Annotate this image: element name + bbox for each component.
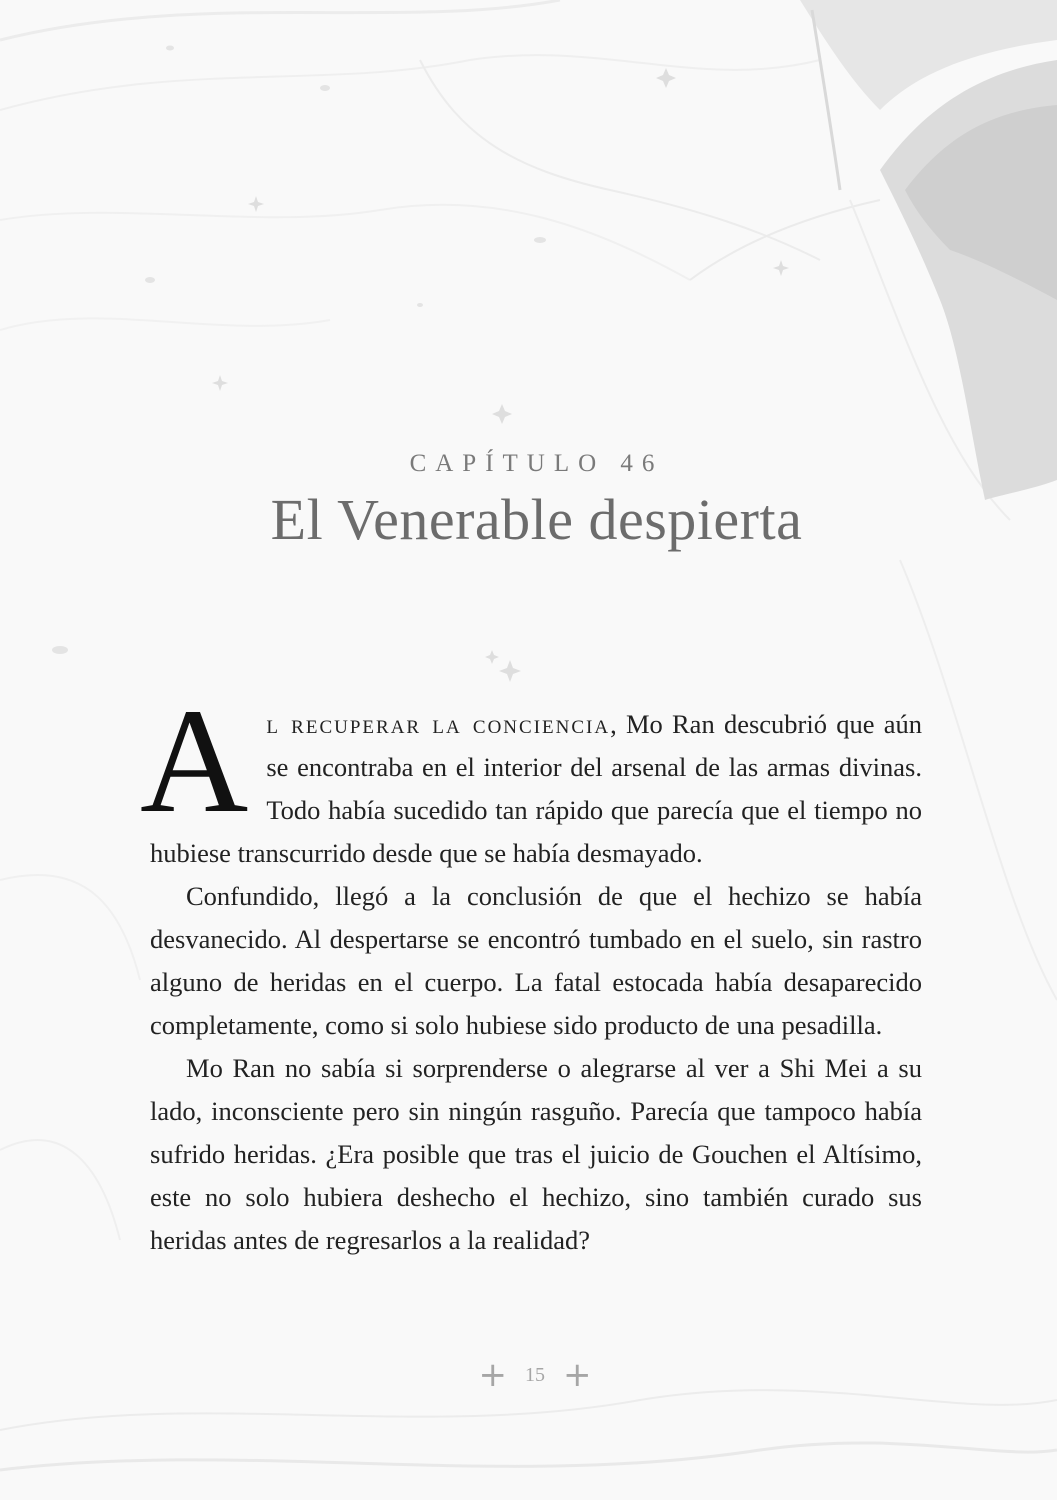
paragraph-1: [140, 678, 922, 875]
chapter-label: CAPÍTULO 46: [409, 450, 664, 477]
drop-cap: A: [140, 678, 249, 844]
page-folio: [0, 1355, 1057, 1395]
cross-ornament-right-icon: +: [563, 1355, 592, 1395]
paragraph-3: Mo Ran no sabía si sorprenderse o alegrarse al ver a Shi Mei a su lado, inconsciente pero sin ningún rasguño. Parecía que tampoco había sufrido heridas. ¿Era posible que tras el juicio de Gouchen el Altísimo, este no solo hubiera deshecho el hechizo, sino también curado sus heridas antes de regresarlos a la realidad?: [150, 1053, 922, 1255]
chapter-title: El Venerable despierta: [270, 487, 803, 552]
page-number: 15: [525, 1363, 545, 1386]
cross-ornament-left-icon: +: [478, 1355, 507, 1395]
paragraph-2: Confundido, llegó a la conclusión de que el hechizo se había desvanecido. Al despertarse se encontró tumbado en el suelo, sin rastro alguno de heridas en el cuerpo. La fatal estocada había desaparecido completamente, como si solo hubiese sido producto de una pesadilla.: [150, 881, 922, 1040]
lead-in-smallcaps: l recuperar la conciencia: [266, 709, 611, 739]
chapter-body: [140, 678, 922, 1262]
paragraph-1-text: , Mo Ran descubrió que aún se encontraba en el interior del arsenal de las armas divinas. Todo había sucedido tan rápido que parecía que el tiempo no hubiese transcurrido desde que se había desmayado.: [150, 709, 922, 868]
